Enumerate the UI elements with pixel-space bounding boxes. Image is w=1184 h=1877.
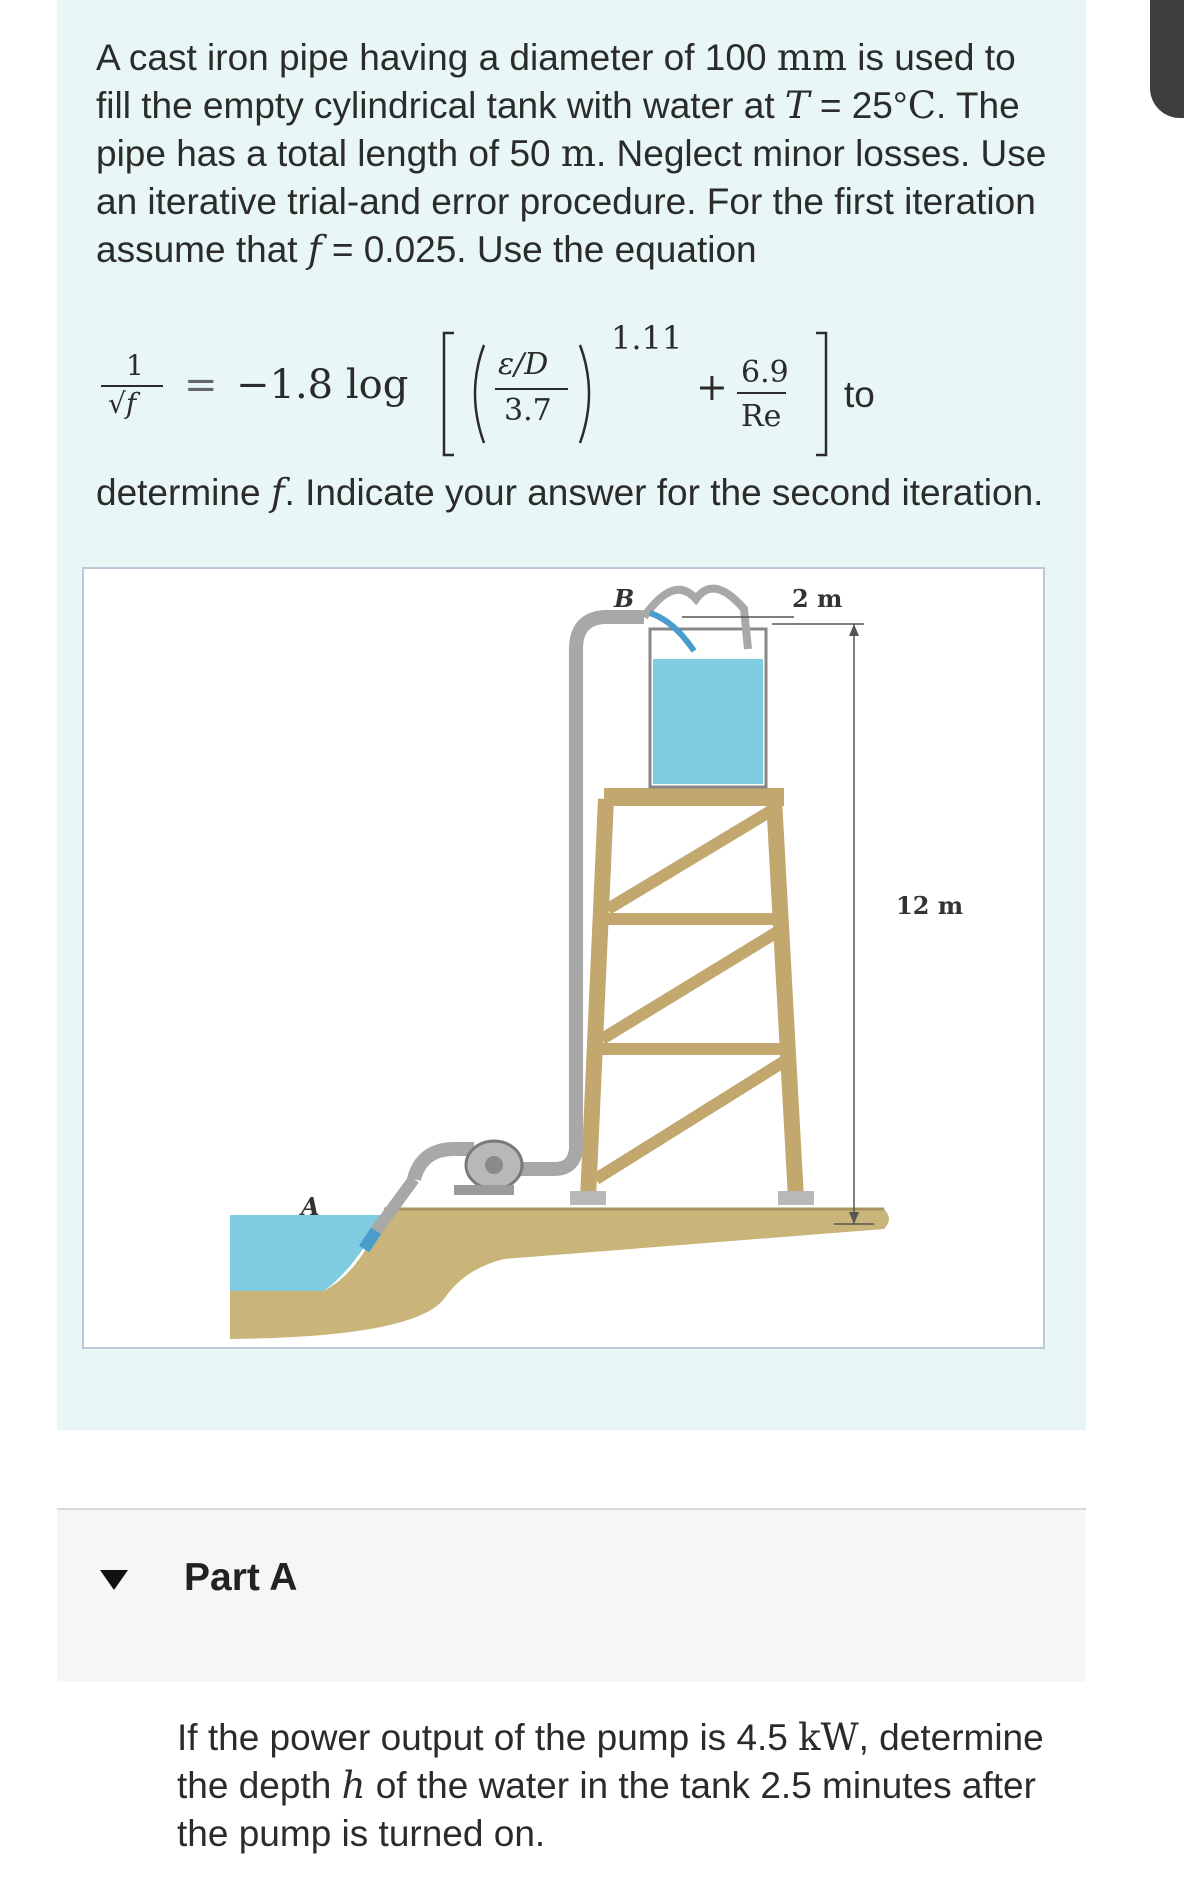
eq-lhs-denominator: √f bbox=[108, 387, 137, 420]
label-height-12m: 12 m bbox=[896, 891, 964, 920]
tower-leg-left bbox=[588, 799, 606, 1199]
eq-coefficient: −1.8 log bbox=[236, 362, 409, 408]
tower-leg-right bbox=[774, 799, 796, 1199]
label-width-2m: 2 m bbox=[792, 584, 843, 613]
part-a-title[interactable]: Part A bbox=[184, 1556, 298, 1599]
eq-plus: + bbox=[696, 365, 728, 409]
pump-base bbox=[454, 1185, 514, 1195]
eq-frac2-numerator: 6.9 bbox=[741, 355, 789, 390]
scrollbar-thumb[interactable] bbox=[1150, 0, 1184, 118]
tank-water bbox=[653, 659, 763, 784]
height-arrow-top bbox=[849, 624, 859, 636]
eq-inner-denominator: 3.7 bbox=[504, 393, 552, 428]
label-point-b: B bbox=[614, 584, 635, 613]
problem-figure bbox=[82, 567, 1045, 1349]
tower-brace-3 bbox=[596, 1059, 788, 1179]
problem-statement: A cast iron pipe having a diameter of 100 mm is used to fill the empty cylindrical tank with water at T = 25°C. The pipe has a total length of 50 m. Neglect minor losses. Use an iterative trial-and error procedure. For the first iteration assume that f = 0.025. Use the equation bbox=[96, 36, 1047, 271]
collapse-caret-icon[interactable] bbox=[100, 1570, 128, 1590]
eq-trailing-to: to bbox=[844, 374, 875, 415]
tower-brace-1 bbox=[608, 809, 774, 909]
tank-tower-illustration bbox=[84, 569, 1047, 1351]
part-a-prompt: If the power output of the pump is 4.5 kW, determine the depth h of the water in the tank 2.5 minutes after the pump is turned on. bbox=[177, 1716, 1044, 1854]
eq-inner-numerator: ε/D bbox=[498, 347, 549, 382]
pump-hub bbox=[485, 1156, 503, 1174]
label-point-a: A bbox=[301, 1192, 320, 1221]
eq-lhs-numerator: 1 bbox=[126, 349, 144, 382]
eq-frac2-denominator: Re bbox=[741, 399, 782, 434]
tower-foot-left bbox=[570, 1191, 606, 1205]
eq-exponent: 1.11 bbox=[611, 319, 683, 357]
tower-foot-right bbox=[778, 1191, 814, 1205]
tower-brace-2 bbox=[602, 929, 782, 1039]
eq-equals: = bbox=[184, 362, 218, 408]
problem-statement-continued: determine f. Indicate your answer for the second iteration. bbox=[96, 471, 1044, 514]
